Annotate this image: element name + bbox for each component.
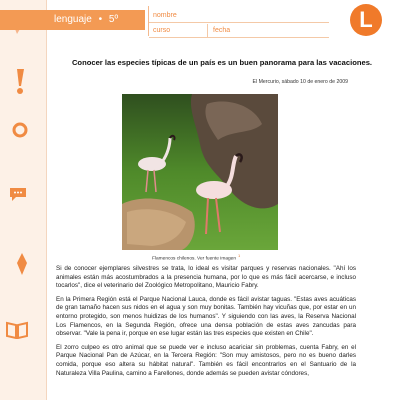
name-field[interactable] [149, 9, 329, 23]
subject-label: lenguaje [54, 14, 92, 25]
pen-nib-icon [10, 252, 34, 276]
flamingo-photo [122, 94, 278, 250]
subject-tab [0, 10, 145, 45]
date-label: fecha [213, 27, 231, 34]
subject-logo: L [350, 4, 382, 36]
course-date-row [149, 24, 329, 38]
student-info-form [148, 6, 329, 36]
caption-reference[interactable]: 1 [238, 253, 241, 258]
paragraph: Si de conocer ejemplares silvestres se trata, lo ideal es visitar parques y reservas nacionales. "Ahí los animales están más acostumbrados a la presencia humana, por lo que es más fácil acercarse, e incluso tocarlos", dice el veterinario del Zoológico Metropolitano, Mauricio Fabry. [56, 265, 356, 290]
photo-caption [152, 253, 240, 262]
article-title: Conocer las especies típicas de un país es un buen panorama para las vacaciones. [71, 58, 373, 67]
article-body [56, 265, 356, 383]
caption-text: Flamencos chilenos. Ver fuente imagen [152, 256, 236, 262]
exclamation-icon [8, 70, 32, 94]
article-source: El Mercurio, sábado 10 de enero de 2009 [252, 79, 348, 85]
decorative-sidebar [0, 0, 47, 400]
worksheet-header [0, 0, 400, 45]
grade-label: 5º básico [54, 14, 119, 45]
speech-bubble-icon [6, 182, 30, 206]
field-divider [207, 24, 208, 38]
bullet-separator: • [98, 14, 103, 25]
course-label: curso [153, 27, 171, 34]
circle-icon [8, 118, 32, 142]
name-label: nombre [153, 12, 177, 19]
paragraph: En la Primera Región está el Parque Nacional Lauca, donde es fácil avistar taguas. "Estas aves acuáticas de gran tamaño hacen sus nidos en el agua y son muy bonitas. También hay vicuñas que, por estar en un entorno protegido, son menos huidizas de los humanos". Y siguiendo con las aves, la Reserva Nacional Los Flamencos, en la Segunda Región, ofrece una densa población de estas aves zancudas para observar. "Vale la pena ir, porque en ese lugar están las tres especies que existen en Chile". [56, 295, 356, 338]
paragraph: El zorro culpeo es otro animal que se puede ver e incluso acariciar sin problemas, cuenta Fabry, en el Parque Nacional Pan de Azúcar, en la Tercera Región: "Son muy amistosos, pero no es bueno darles comida, porque eso altera su hábitat natural". También es fácil encontrarlos en el Santuario de la Naturaleza Villa Paulina, camino a Farellones, donde además se pueden avistar cóndores, [56, 343, 356, 377]
book-icon [5, 318, 29, 342]
